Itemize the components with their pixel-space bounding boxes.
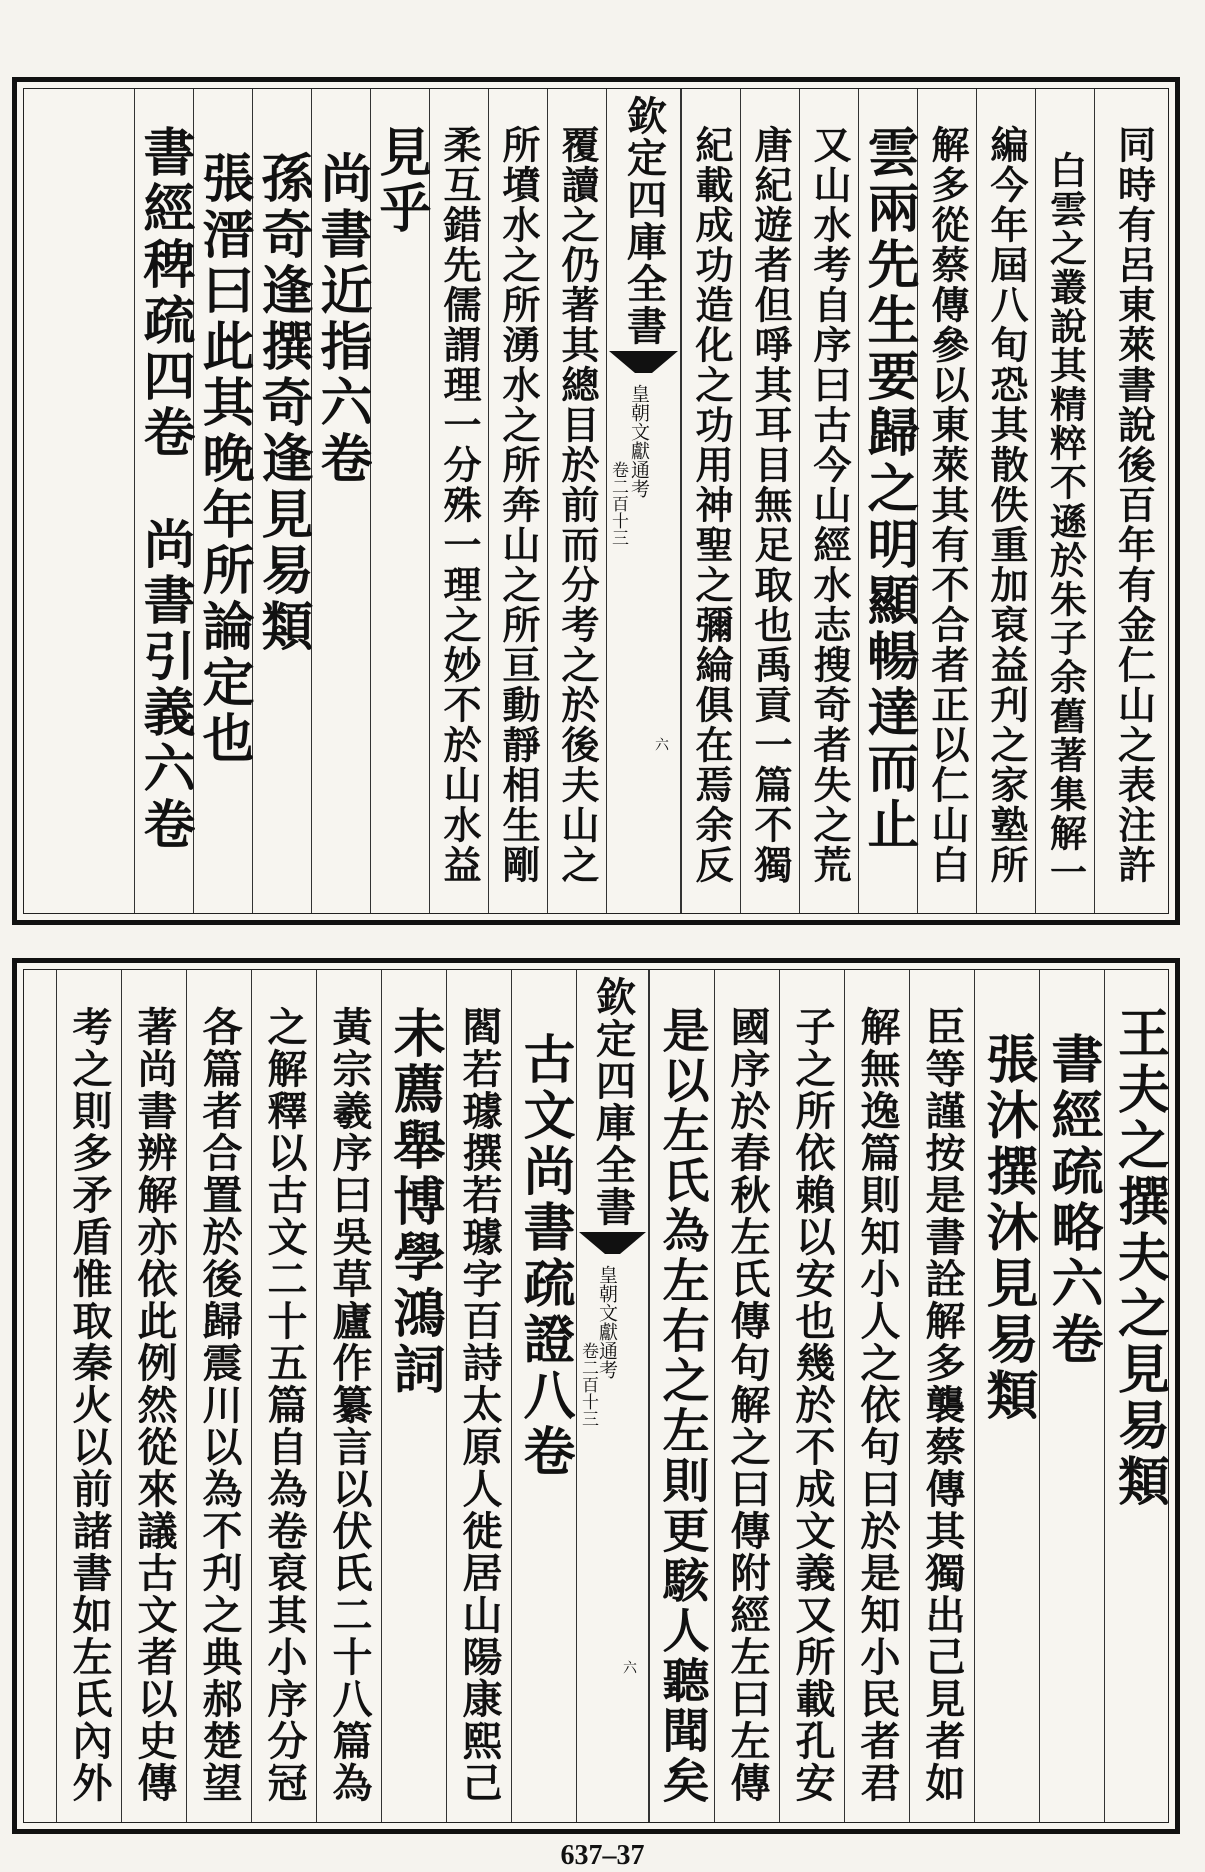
text-column <box>976 89 1035 913</box>
source-title: 皇朝文獻通考 <box>596 1265 618 1379</box>
text-column <box>134 89 193 913</box>
source-title: 皇朝文獻通考 <box>628 384 650 498</box>
column-text: 紀載成功造化之功用神聖之彌綸俱在焉余反 <box>689 125 734 885</box>
bottom-page-frame <box>23 969 1169 1823</box>
top-page-frame <box>23 88 1169 914</box>
text-column <box>193 89 252 913</box>
text-column <box>251 970 316 1822</box>
column-text: 孫奇逢撰奇逢見易類 <box>252 151 313 655</box>
text-column <box>311 89 370 913</box>
text-column <box>858 89 917 913</box>
column-text: 同時有呂東萊書說後百年有金仁山之表注許 <box>1111 125 1157 885</box>
column-text: 編今年屆八旬恐其散佚重加裒益刋之家塾所 <box>984 125 1029 885</box>
column-text: 見乎 <box>370 125 431 237</box>
column-text: 又山水考自序曰古今山經水志搜奇者失之荒 <box>807 125 852 885</box>
column-text: 書經疏略六卷 <box>1042 1032 1103 1368</box>
column-text: 柔互錯先儒謂理一分殊一理之妙不於山水益 <box>437 125 482 885</box>
text-column <box>917 89 976 913</box>
column-text: 是以左氏為左右之左則更駭人聽聞矣 <box>654 1006 710 1806</box>
column-text: 未薦舉博學鴻詞 <box>384 1006 445 1398</box>
text-column <box>681 89 740 913</box>
bottom-page <box>12 958 1180 1834</box>
text-column <box>1094 89 1172 913</box>
text-column <box>909 970 974 1822</box>
column-text: 考之則多矛盾惟取秦火以前諸書如左氏內外 <box>66 1006 113 1804</box>
text-column <box>974 970 1039 1822</box>
column-text: 所墳水之所湧水之所奔山之所亘動靜相生剛 <box>496 125 541 885</box>
text-column <box>844 970 909 1822</box>
text-column <box>649 970 714 1822</box>
column-text: 王夫之撰夫之見易類 <box>1108 1006 1170 1510</box>
text-column <box>429 89 488 913</box>
folio-number: 六 <box>621 1660 637 1674</box>
column-text: 唐紀遊者但𠲜其耳目無足取也禹貢一篇不獨 <box>748 125 793 885</box>
column-text: 古文尚書疏證八卷 <box>514 1032 575 1480</box>
column-text: 國序於春秋左氏傳句解之曰傳附經左曰左傳 <box>724 1006 771 1804</box>
column-text: 子之所依賴以安也幾於不成文義又所載孔安 <box>789 1006 836 1804</box>
column-text: 解多從蔡傳參以東萊其有不合者正以仁山白 <box>925 125 970 885</box>
text-column <box>381 970 446 1822</box>
text-column <box>799 89 858 913</box>
center-fold-strip <box>606 89 681 913</box>
blank-column <box>24 89 134 913</box>
column-text: 尚書近指六卷 <box>311 151 372 487</box>
text-column <box>121 970 186 1822</box>
center-fold-strip <box>576 970 649 1822</box>
text-column <box>779 970 844 1822</box>
text-column <box>1039 970 1104 1822</box>
column-text: 解無逸篇則知小人之依句曰於是知小民者君 <box>854 1006 901 1804</box>
text-column <box>511 970 576 1822</box>
fish-tail-mark-icon <box>609 351 678 373</box>
juan-number: 卷二百十三 <box>608 461 628 546</box>
collection-title: 欽定四庫全書 <box>620 95 668 347</box>
column-text: 白雲之叢說其精粹不遜於朱子余舊著集解一 <box>1043 151 1088 892</box>
column-text: 書經稗疏四卷 尚書引義六卷 <box>134 125 195 853</box>
collection-title: 欽定四庫全書 <box>589 976 637 1228</box>
text-column <box>252 89 311 913</box>
text-column <box>547 89 606 913</box>
column-text: 張溍曰此其晚年所論定也 <box>193 151 254 767</box>
column-text: 各篇者合置於後歸震川以為不刋之典郝楚望 <box>196 1006 243 1804</box>
juan-number: 卷二百十三 <box>578 1342 598 1427</box>
column-text: 閻若璩撰若璩字百詩太原人徙居山陽康熙己 <box>456 1006 503 1804</box>
blank-column <box>24 970 56 1822</box>
text-column <box>488 89 547 913</box>
column-text: 雲兩先生要歸之明顯暢達而止 <box>858 125 919 853</box>
column-text: 黃宗羲序曰吳草廬作纂言以伏氏二十八篇為 <box>326 1006 373 1804</box>
text-column <box>740 89 799 913</box>
column-text: 之解釋以古文二十五篇自為卷裒其小序分冠 <box>261 1006 308 1804</box>
folio-number: 六 <box>653 737 669 751</box>
text-column <box>316 970 381 1822</box>
text-column <box>714 970 779 1822</box>
fish-tail-mark-icon <box>579 1232 646 1254</box>
text-column <box>370 89 429 913</box>
text-column <box>1104 970 1172 1822</box>
text-column <box>56 970 121 1822</box>
column-text: 著尚書辨解亦依此例然從來議古文者以史傳 <box>131 1006 178 1804</box>
page-number: 637–37 <box>560 1840 645 1871</box>
column-text: 臣等謹按是書詮解多襲蔡傳其獨出己見者如 <box>919 1006 966 1804</box>
text-column <box>186 970 251 1822</box>
column-text: 張沐撰沐見易類 <box>977 1032 1038 1424</box>
column-text: 覆讀之仍著其總目於前而分考之於後夫山之 <box>555 125 600 885</box>
top-page <box>12 77 1180 925</box>
text-column <box>446 970 511 1822</box>
text-column <box>1035 89 1094 913</box>
